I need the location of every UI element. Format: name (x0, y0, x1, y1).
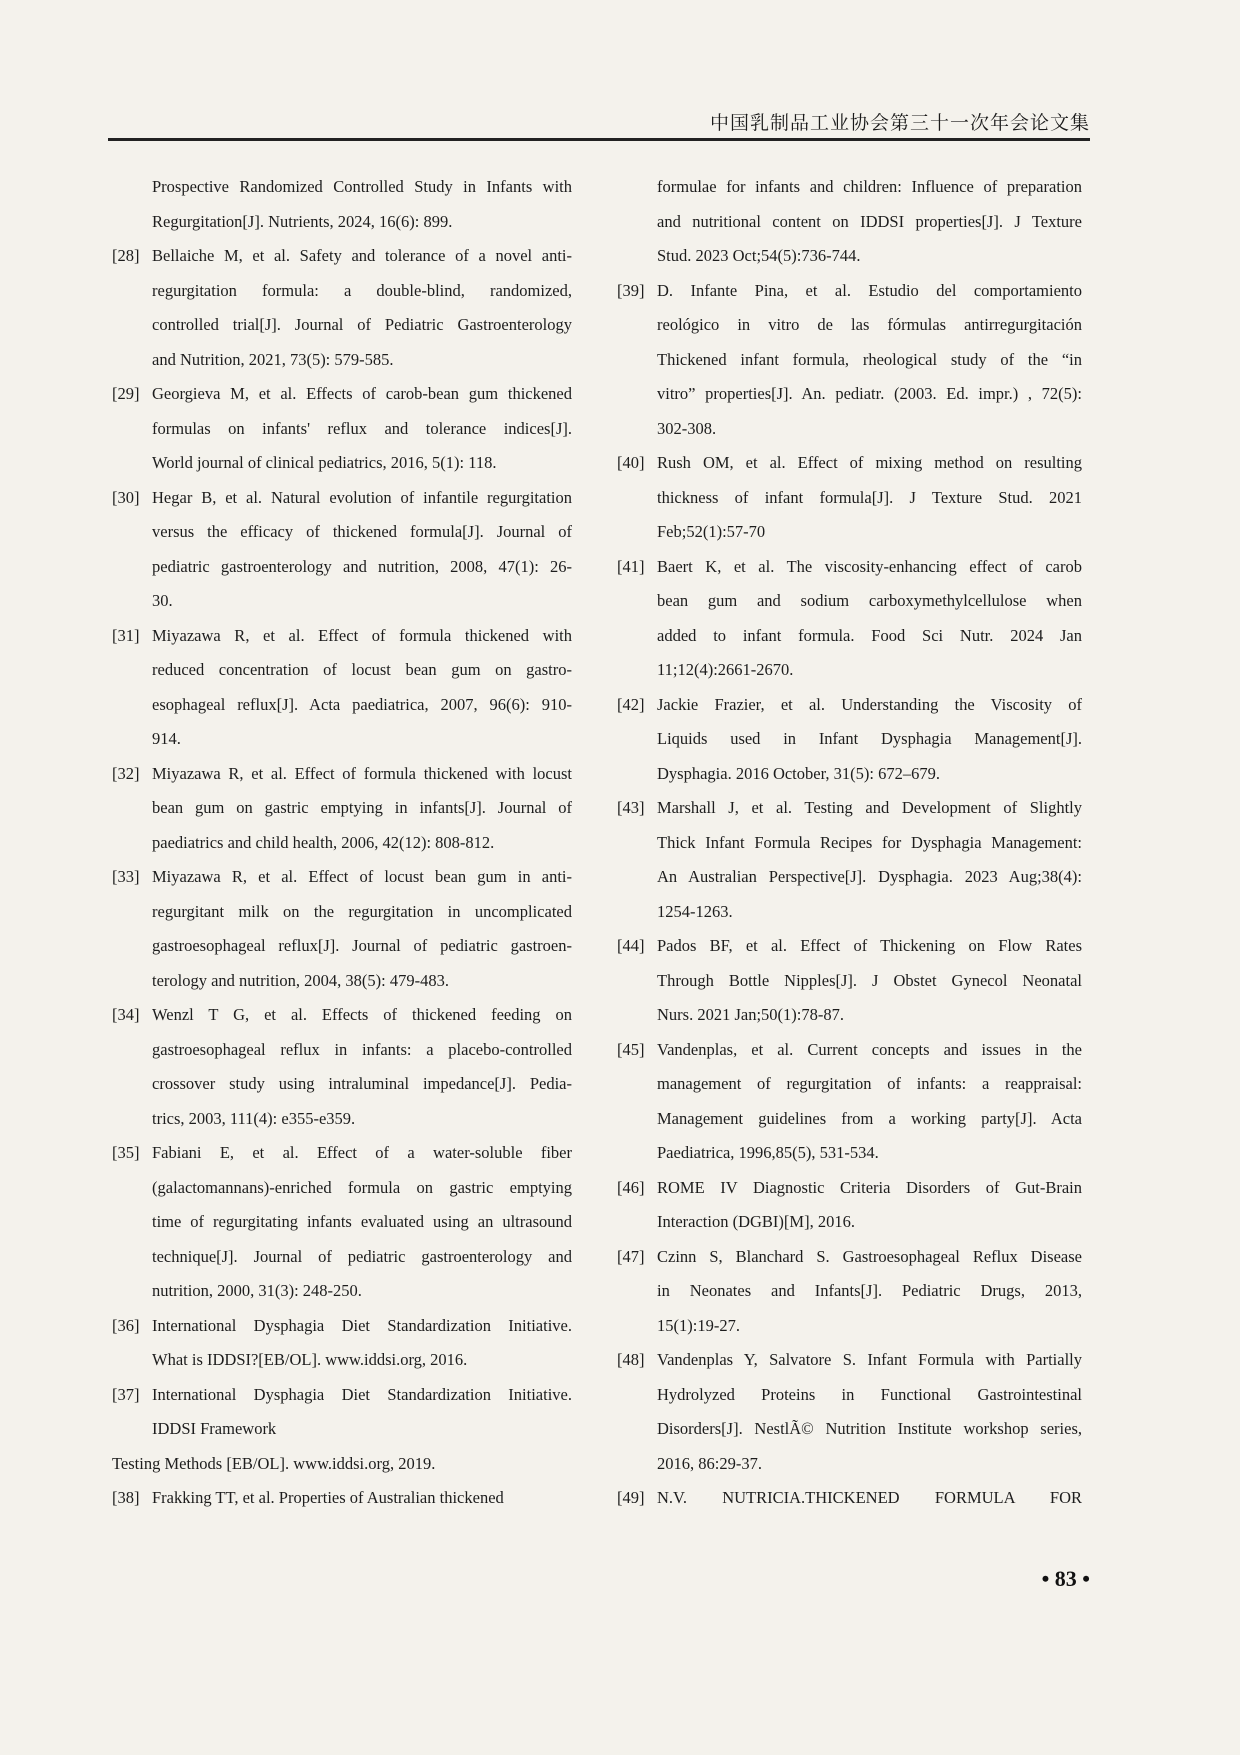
reference-line: Feb;52(1):57-70 (657, 522, 766, 541)
reference-line: 914. (152, 729, 181, 748)
reference-line: reduced concentration of locust bean gum on gastro- (152, 660, 572, 679)
reference-line: Dysphagia. 2016 October, 31(5): 672–679. (657, 763, 940, 783)
reference-line: Prospective Randomized Controlled Study in Infants with (152, 177, 572, 196)
reference-line: gastroesophageal reflux[J]. Journal of pediatric gastroen- (152, 936, 572, 955)
reference-line: 2016, 86:29-37. (657, 1453, 762, 1473)
reference-entry (617, 1343, 1082, 1481)
reference-line: Disorders[J]. NestlÃ© Nutrition Institute workshop series, (657, 1419, 1082, 1438)
reference-number: [37] (112, 1384, 140, 1404)
reference-line: Regurgitation[J]. Nutrients, 2024, 16(6): 899. (152, 211, 453, 231)
reference-line: Jackie Frazier, et al. Understanding the Viscosity of (657, 694, 1082, 714)
reference-line: trics, 2003, 111(4): e355-e359. (152, 1108, 356, 1128)
reference-number: [38] (112, 1488, 140, 1507)
reference-line: thickness of infant formula[J]. J Texture Stud. 2021 (657, 487, 1082, 507)
reference-entry (112, 998, 572, 1136)
reference-number: [34] (112, 1005, 140, 1024)
reference-line: Nurs. 2021 Jan;50(1):78-87. (657, 1005, 844, 1024)
reference-line: Wenzl T G, et al. Effects of thickened feeding on (152, 1005, 572, 1024)
reference-number: [42] (617, 694, 645, 714)
reference-line: Bellaiche M, et al. Safety and tolerance of a novel anti- (152, 246, 572, 265)
reference-number: [45] (617, 1039, 645, 1059)
reference-entry (617, 1240, 1082, 1344)
reference-line: terology and nutrition, 2004, 38(5): 479-483. (152, 970, 449, 990)
reference-line: An Australian Perspective[J]. Dysphagia. 2023 Aug;38(4): (657, 867, 1082, 886)
reference-entry (617, 550, 1082, 688)
reference-line: Pados BF, et al. Effect of Thickening on Flow Rates (657, 936, 1082, 955)
running-head: 中国乳制品工业协会第三十一次年会论文集 (709, 112, 1090, 134)
reference-entry (112, 1378, 572, 1447)
reference-number: [44] (617, 936, 645, 955)
reference-line: D. Infante Pina, et al. Estudio del comportamiento (657, 280, 1082, 300)
reference-line: IDDSI Framework (152, 1419, 277, 1438)
reference-line: Interaction (DGBI)[M], 2016. (657, 1212, 855, 1231)
reference-entry (112, 481, 572, 619)
reference-line: Thickened infant formula, rheological study of the “in (657, 349, 1082, 369)
reference-line: gastroesophageal reflux in infants: a placebo-controlled (152, 1039, 572, 1059)
reference-entry (112, 619, 572, 757)
reference-entry (617, 274, 1082, 447)
reference-entry (617, 1033, 1082, 1171)
reference-number: [29] (112, 384, 140, 403)
reference-line: pediatric gastroenterology and nutrition, 2008, 47(1): 26- (152, 556, 572, 576)
reference-line: Georgieva M, et al. Effects of carob-bean gum thickened (152, 384, 572, 403)
reference-entry (617, 1171, 1082, 1240)
reference-line: added to infant formula. Food Sci Nutr. 2024 Jan (657, 625, 1082, 645)
reference-line: Testing Methods [EB/OL]. www.iddsi.org, 2019. (112, 1453, 436, 1473)
reference-number: [48] (617, 1350, 645, 1369)
reference-line: Management guidelines from a working party[J]. Acta (657, 1108, 1082, 1128)
reference-line: ROME IV Diagnostic Criteria Disorders of Gut-Brain (657, 1177, 1082, 1197)
reference-number: [31] (112, 625, 140, 645)
reference-number: [36] (112, 1315, 140, 1335)
reference-line: in Neonates and Infants[J]. Pediatric Drugs, 2013, (657, 1281, 1082, 1300)
reference-number: [40] (617, 453, 645, 472)
reference-line: Frakking TT, et al. Properties of Australian thickened (152, 1488, 504, 1507)
reference-line: 15(1):19-27. (657, 1315, 740, 1335)
reference-number: [41] (617, 556, 645, 576)
reference-line: Czinn S, Blanchard S. Gastroesophageal Reflux Disease (657, 1246, 1082, 1266)
reference-line: 302-308. (657, 418, 717, 438)
reference-line: Paediatrica, 1996,85(5), 531-534. (657, 1143, 879, 1162)
reference-line: Hydrolyzed Proteins in Functional Gastrointestinal (657, 1384, 1082, 1404)
reference-line: and nutritional content on IDDSI properties[J]. J Texture (657, 211, 1082, 231)
reference-line: nutrition, 2000, 31(3): 248-250. (152, 1281, 362, 1300)
reference-entry (112, 377, 572, 481)
reference-line: paediatrics and child health, 2006, 42(12): 808-812. (152, 832, 495, 852)
reference-line: regurgitant milk on the regurgitation in uncomplicated (152, 901, 572, 921)
reference-line: 11;12(4):2661-2670. (657, 660, 794, 679)
reference-entry (617, 688, 1082, 792)
reference-line: regurgitation formula: a double-blind, randomized, (152, 280, 572, 300)
reference-entry (112, 1447, 572, 1482)
reference-number: [43] (617, 798, 645, 817)
reference-line: and Nutrition, 2021, 73(5): 579-585. (152, 349, 394, 369)
reference-line: Miyazawa R, et al. Effect of locust bean gum in anti- (152, 867, 572, 886)
reference-line: Through Bottle Nipples[J]. J Obstet Gynecol Neonatal (657, 970, 1082, 990)
reference-entry (617, 446, 1082, 550)
reference-line: International Dysphagia Diet Standardization Initiative. (152, 1384, 572, 1404)
references-right-column (617, 170, 1082, 1516)
reference-entry (112, 1309, 572, 1378)
reference-line: International Dysphagia Diet Standardization Initiative. (152, 1315, 572, 1335)
references-left-column (112, 170, 572, 1516)
reference-line: Stud. 2023 Oct;54(5):736-744. (657, 246, 861, 265)
reference-line: Thick Infant Formula Recipes for Dysphagia Management: (657, 832, 1082, 852)
reference-line: management of regurgitation of infants: a reappraisal: (657, 1074, 1082, 1093)
reference-number: [35] (112, 1143, 140, 1162)
reference-entry (112, 860, 572, 998)
reference-line: (galactomannans)-enriched formula on gastric emptying (152, 1177, 572, 1197)
reference-line: technique[J]. Journal of pediatric gastroenterology and (152, 1246, 572, 1266)
page-number: • 83 • (1041, 1566, 1090, 1591)
reference-line: Vandenplas Y, Salvatore S. Infant Formula with Partially (657, 1350, 1082, 1369)
reference-line: Baert K, et al. The viscosity-enhancing effect of carob (657, 556, 1082, 576)
reference-line: Fabiani E, et al. Effect of a water-soluble fiber (152, 1143, 572, 1162)
reference-line: N.V. NUTRICIA.THICKENED FORMULA FOR (657, 1488, 1082, 1507)
reference-number: [33] (112, 867, 140, 886)
reference-line: Rush OM, et al. Effect of mixing method on resulting (657, 453, 1082, 472)
reference-line: reológico in vitro de las fórmulas antirregurgitación (657, 315, 1082, 334)
reference-number: [49] (617, 1488, 645, 1507)
reference-line: bean gum and sodium carboxymethylcellulose when (657, 591, 1082, 610)
reference-entry (112, 1481, 572, 1516)
reference-number: [32] (112, 763, 140, 783)
reference-line: time of regurgitating infants evaluated using an ultrasound (152, 1212, 572, 1231)
reference-line: What is IDDSI?[EB/OL]. www.iddsi.org, 2016. (152, 1350, 468, 1369)
reference-entry (112, 170, 572, 239)
reference-line: Miyazawa R, et al. Effect of formula thickened with (152, 625, 572, 645)
reference-line: bean gum on gastric emptying in infants[J]. Journal of (152, 798, 572, 817)
reference-line: Vandenplas, et al. Current concepts and issues in the (657, 1039, 1082, 1059)
reference-line: controlled trial[J]. Journal of Pediatric Gastroenterology (152, 315, 572, 334)
reference-line: Hegar B, et al. Natural evolution of infantile regurgitation (152, 487, 572, 507)
reference-line: crossover study using intraluminal impedance[J]. Pedia- (152, 1074, 572, 1093)
reference-line: versus the efficacy of thickened formula[J]. Journal of (152, 522, 572, 541)
reference-entry (112, 757, 572, 861)
reference-entry (617, 1481, 1082, 1516)
reference-line: Miyazawa R, et al. Effect of formula thickened with locust (152, 763, 572, 783)
reference-entry (112, 1136, 572, 1309)
reference-number: [39] (617, 280, 645, 300)
reference-line: vitro” properties[J]. An. pediatr. (2003. Ed. impr.) , 72(5): (657, 384, 1082, 403)
reference-line: World journal of clinical pediatrics, 2016, 5(1): 118. (152, 453, 497, 472)
reference-line: formulas on infants' reflux and tolerance indices[J]. (152, 418, 572, 438)
reference-entry (112, 239, 572, 377)
reference-entry (617, 929, 1082, 1033)
reference-number: [47] (617, 1246, 645, 1266)
header-rule (108, 138, 1090, 141)
reference-line: esophageal reflux[J]. Acta paediatrica, 2007, 96(6): 910- (152, 694, 572, 714)
reference-number: [28] (112, 246, 140, 265)
reference-line: 1254-1263. (657, 901, 733, 921)
reference-entry (617, 791, 1082, 929)
reference-entry (617, 170, 1082, 274)
reference-number: [30] (112, 487, 140, 507)
reference-line: Liquids used in Infant Dysphagia Management[J]. (657, 729, 1082, 748)
reference-line: formulae for infants and children: Influence of preparation (657, 177, 1082, 196)
reference-line: Marshall J, et al. Testing and Development of Slightly (657, 798, 1082, 817)
reference-line: 30. (152, 591, 173, 610)
reference-number: [46] (617, 1177, 645, 1197)
